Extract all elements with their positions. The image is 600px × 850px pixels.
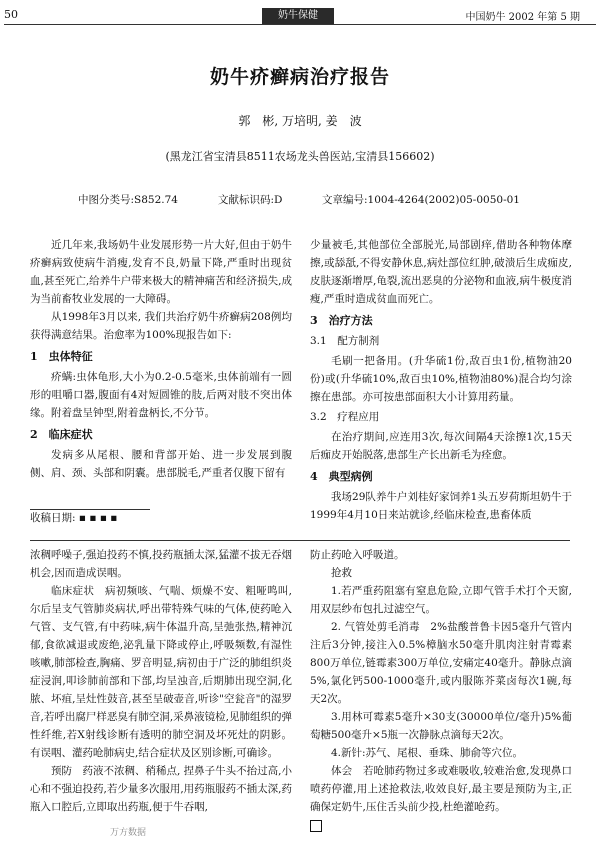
symptom-continued: 少量被毛,其他部位全部脱光,局部剧痒,借助各种物体摩擦,或舔舐,不得安静休息,病灶部位红肿,破溃后生成痂皮,皮肤逐渐增厚,龟裂,流出恶臭的分泌物和血液,病牛极度消瘦,严重时造成贫血而死亡。 xyxy=(310,239,573,305)
journal-issue: 中国奶牛 2002 年第 5 期 xyxy=(465,12,580,23)
section-3-2-heading: 3.2 疗程应用 xyxy=(310,411,380,423)
received-date-label: 收稿日期: xyxy=(30,512,76,524)
header-rule xyxy=(4,24,596,25)
section-1-text: 疥螨:虫体龟形,大小为0.2-0.5毫米,虫体前端有一圆形的咀嚼口器,腹面有4对短圆锥的肢,后两对肢不突出体缘。附着盘呈钟型,附着盘柄长,不分节。 xyxy=(30,371,292,419)
section-tab: 奶牛保健 xyxy=(262,8,334,24)
authors: 郭 彬, 万培明, 姜 波 xyxy=(238,114,362,128)
document-code: 文献标识码:D xyxy=(218,194,283,206)
section-4-heading: 4 典型病例 xyxy=(310,470,373,483)
section-2-text: 发病多从尾根、腰和背部开始、进一步发展到腹侧、肩、颈、头部和阴囊。患部脱毛,严重者仅腹下留有 xyxy=(30,449,292,479)
received-date-mark: ▪ xyxy=(89,512,97,524)
section-2-heading: 2 临床症状 xyxy=(30,428,93,441)
section-3-1-heading: 3.1 配方制剂 xyxy=(310,335,380,347)
right-column-top xyxy=(310,236,572,524)
section-4-text: 我场29队养牛户刘桂好家饲养1头五岁荷斯坦奶牛于1999年4月10日来站就诊,经临床检查,患畜体质 xyxy=(310,491,572,521)
section-3-heading: 3 治疗方法 xyxy=(310,314,373,327)
clinical-symptoms: 临床症状 病初频咳、气喘、烦燥不安、粗哑鸣叫,尔后呈支气管肺炎病状,呼出带特殊气味的气体,使药呛入气管、支气管,有中药味,病牛体温升高,呈弛张热,精神沉郁,食欲减退或废绝,泌乳量下降或停止,呼吸频数,有湿性咳嗽,肺部检查,胸痛、罗音明显,病初由于广泛的肺组织炎症浸润,叩诊肺前部和下部,均呈浊音,后期肺出现空洞,化脓、坏疽,呈灶性鼓音,甚至呈破壶音,听诊"空瓮音"的湿罗音,若呼出腐尸样恶臭有肺空洞,采鼻液镜检,见肺组织的弹性纤维,若X射线诊断有透明的肺空洞及坏死灶的阴影。有误咽、灌药呛肺病史,结合症状及区别诊断,可确诊。 xyxy=(30,585,293,759)
aspiration-cause: 浓稠呼噪子,强迫投药不慎,投药瓶插太深,猛灌不拔无吞烟机会,因而造成误咽。 xyxy=(30,549,293,579)
rescue-step-4: 4.新针:苏气、尾根、垂珠、肺俞等穴位。 xyxy=(331,747,524,759)
right-column-bottom xyxy=(310,546,572,835)
received-date xyxy=(30,510,117,525)
section-3-2-text: 在治疗期间,应连用3次,每次间隔4天涂擦1次,15天后痂皮开始脱落,患部生产长出新毛为痊愈。 xyxy=(310,431,572,461)
article-title: 奶牛疥癣病治疗报告 xyxy=(209,66,390,88)
section-1-heading: 1 虫体特征 xyxy=(30,350,93,363)
received-date-mark: ▪ xyxy=(99,512,107,524)
section-3-1-text: 毛刷一把备用。(升华硫1份,敌百虫1份,植物油20份)或(升华硫10%,敌百虫10%,植物油80%)混合均匀涂擦在患部。亦可按患部面积大小计算用药量。 xyxy=(310,355,572,403)
experience-summary: 体会 若呛肺药物过多或难吸收,较难治愈,发现鼻口喷药停灌,用上述抢救法,收效良好,最主要是预防为主,正确保定奶牛,压住舌头前少投,杜绝灌呛药。 xyxy=(310,765,572,813)
intro-paragraph-1: 近几年来,我场奶牛业发展形势一片大好,但由于奶牛疥癣病致使病牛消瘦,发育不良,奶量下降,严重时出现贫血,甚至死亡,给养牛户带来极大的精神痛苦和经济损失,成为当前畜牧业发展的一大障碍。 xyxy=(30,239,293,305)
intro-paragraph-2: 从1998年3月以来, 我们共治疗奶牛疥癣病208例均获得满意结果。治愈率为100%现报告如下: xyxy=(30,311,292,341)
prevention: 预防 药液不浓稠、稍稀点, 捏鼻子牛头不抬过高,小心和不强迫投药,若少量多次服用,用药瓶服药不插太深,药瓶入口腔后,立即取出药瓶,便于牛吞咽, xyxy=(30,765,293,813)
article-divider xyxy=(30,540,570,541)
received-date-mark: ▪ xyxy=(110,512,118,524)
left-column-top xyxy=(30,236,292,482)
clc-number: 中图分类号:S852.74 xyxy=(78,194,178,206)
received-date-mark: ▪ xyxy=(78,512,87,524)
rescue-heading: 抢救 xyxy=(331,567,352,579)
rescue-step-3: 3.用林可霉素5毫升×30支(30000单位/毫升)5%葡萄糖500毫升×5瓶一次静脉点滴每天2次。 xyxy=(310,711,572,741)
prevention-continued: 防止药呛入呼吸道。 xyxy=(310,549,405,561)
article-number: 文章编号:1004-4264(2002)05-0050-01 xyxy=(322,194,520,206)
end-mark-icon xyxy=(310,820,322,832)
rescue-step-2: 2. 气管处剪毛消毒 2%盐酸普鲁卡因5毫升气管内注后3分钟,接注入0.5%樟脑水50毫升肌肉注射青霉素800万单位,链霉素300万单位,安痛定40毫升。静脉点滴5%,氯化钙500-1000毫升,或内服陈芥菜卤每次1碗,每天2次。 xyxy=(310,621,572,705)
page-number: 50 xyxy=(4,8,18,21)
rescue-step-1: 1.若严重药阻塞有窒息危险,立即气管手术打个天窗,用双层纱布包扎过滤空气。 xyxy=(310,585,572,615)
left-column-bottom xyxy=(30,546,292,816)
affiliation: (黑龙江省宝清县8511农场龙头兽医站,宝清县156602) xyxy=(165,150,435,163)
watermark: 万方数据 xyxy=(110,828,147,838)
